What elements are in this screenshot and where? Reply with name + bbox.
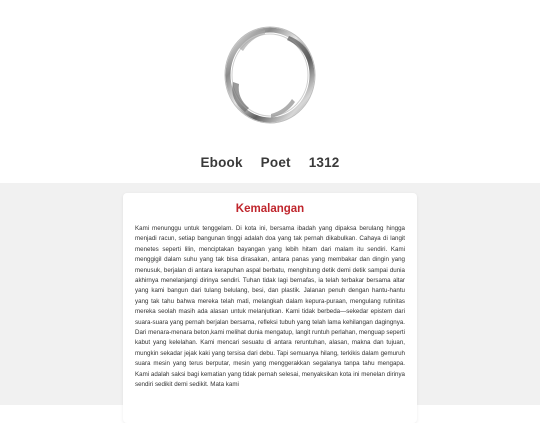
site-title <box>0 155 540 170</box>
poem-card <box>123 193 417 423</box>
ring-logo-icon[interactable] <box>219 24 321 126</box>
poem-text: Kami menunggu untuk tenggelam. Di kota ini, bersama ibadah yang dipaksa berulang hingga menjadi racun, setiap bangunan tinggi adalah doa yang tak pernah dikabulkan. Cahaya di langit menetes seperti lilin, menciptakan bayangan yang lebih hitam dari malam itu sendiri. Kami menggigil dalam suhu yang tak bisa dirasakan, antara panas yang membakar dan dingin yang menusuk, berjalan di antara kerapuhan aspal berbatu, menghitung detik demi detik sampai dunia akhirnya menelanjangi dirinya sendiri. Tuhan tidak lagi bernafas, ia telah terbakar bersama altar yang kami bangun dari tulang belulang, besi, dan plastik. Jalanan penuh dengan hantu-hantu yang tak tahu bahwa mereka telah mati, melangkah dalam kepura-puraan, mengulang rutinitas mereka seolah masih ada alasan untuk melanjutkan. Kami tidak berbeda—sekedar epistem dari suara-suara yang pernah berjalan bersama, refleksi tubuh yang telah lama kehilangan dagingnya. Dari menara-menara beton,kami melihat dunia mengatup, langit runtuh perlahan, menguap seperti kabut yang kelelahan. Kami mencari sesuatu di antara reruntuhan, alasan, makna dan tujuan, mungkin sekadar jejak kaki yang tersisa dari debu. Tapi semuanya hilang, terkikis dalam gemuruh suara mesin yang terus berputar, mesin yang menggerakkan segalanya tanpa tahu mengapa. Kami adalah saksi bagi kematian yang tidak pernah selesai, menyaksikan kota ini menelan dirinya sendiri sedikit demi sedikit. Mata kami <box>135 225 405 389</box>
site-title-word-1: Ebook <box>200 155 243 170</box>
site-header <box>0 0 540 183</box>
poem-title: Kemalangan <box>235 203 305 215</box>
site-title-word-2: Poet <box>260 155 291 170</box>
site-title-word-3: 1312 <box>308 155 340 170</box>
